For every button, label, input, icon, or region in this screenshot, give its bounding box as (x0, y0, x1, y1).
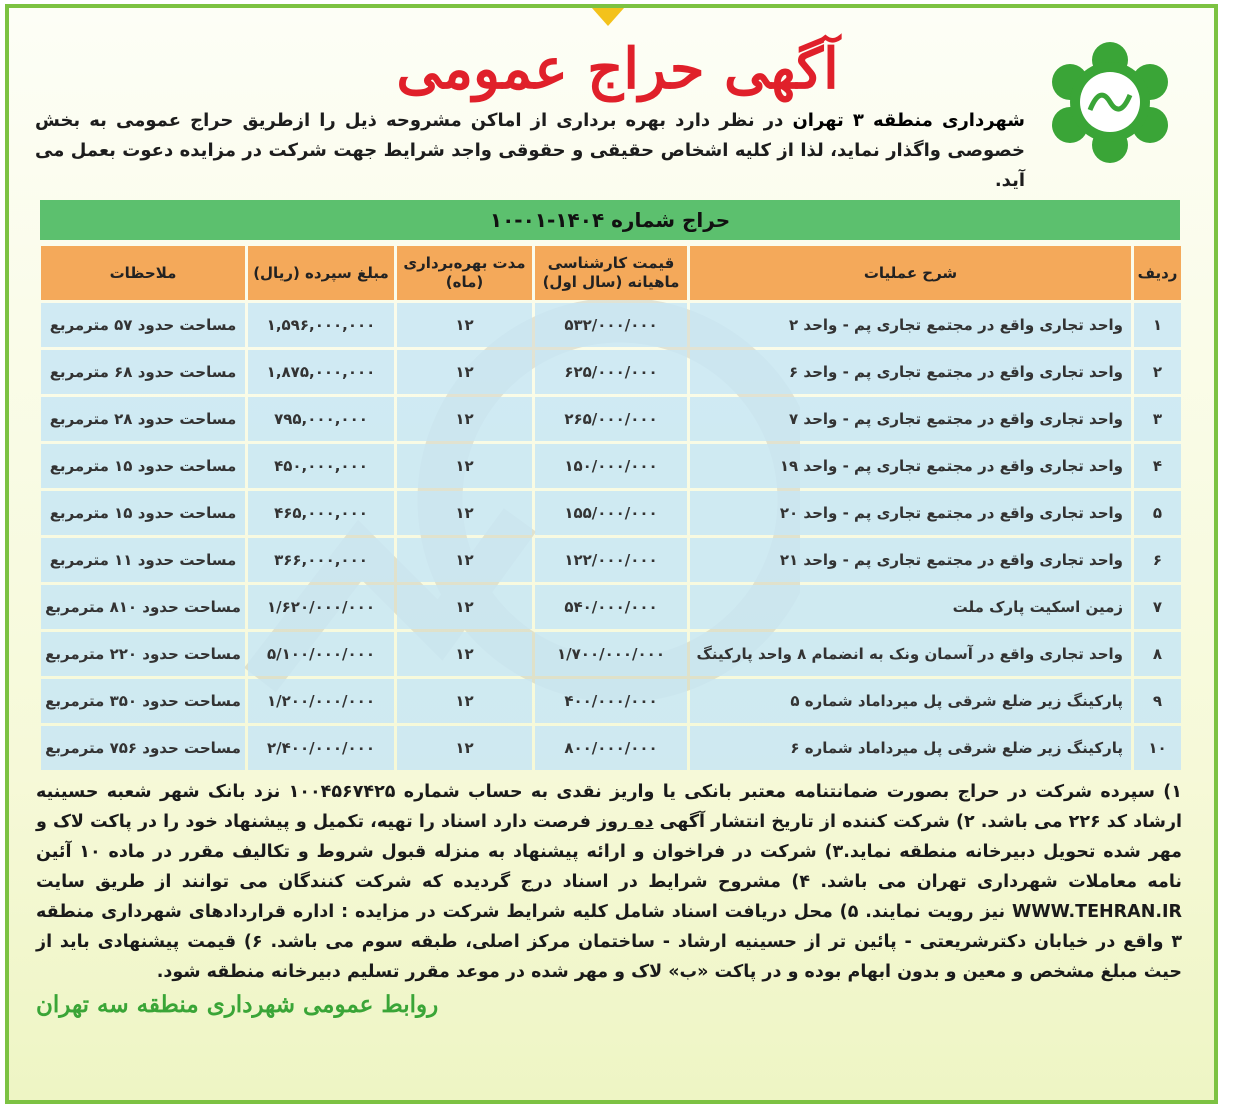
table-cell: مساحت حدود ۱۵ مترمربع (41, 444, 245, 488)
table-cell: ۳ (1134, 397, 1181, 441)
table-cell: مساحت حدود ۱۱ مترمربع (41, 538, 245, 582)
table-row (41, 538, 1181, 582)
table-cell: ۱۲ (397, 491, 532, 535)
table-cell: مساحت حدود ۸۱۰ مترمربع (41, 585, 245, 629)
table-cell: ۷۹۵,۰۰۰,۰۰۰ (248, 397, 394, 441)
table-cell: ۵۳۲/۰۰۰/۰۰۰ (535, 303, 687, 347)
table-cell: مساحت حدود ۲۲۰ مترمربع (41, 632, 245, 676)
table-cell: مساحت حدود ۶۸ مترمربع (41, 350, 245, 394)
table-row (41, 444, 1181, 488)
table-cell: زمین اسکیت پارک ملت (690, 585, 1131, 629)
signature: روابط عمومی شهرداری منطقه سه تهران (36, 991, 439, 1018)
table-cell: مساحت حدود ۵۷ مترمربع (41, 303, 245, 347)
table-row (41, 303, 1181, 347)
table-cell: ۵۴۰/۰۰۰/۰۰۰ (535, 585, 687, 629)
table-cell: ۸ (1134, 632, 1181, 676)
table-cell: ۹ (1134, 679, 1181, 723)
column-header: مبلغ سپرده (ریال) (248, 246, 394, 300)
intro-paragraph (35, 106, 1025, 196)
conditions-part2: فرصت دارد اسناد را تهیه، تکمیل و پیشنهاد خود را در پاکت لاک و مهر شده تحویل دبیرخانه منطقه نماید.۳) شرکت در فراخوان و ارائه پیشنهاد به منزله قبول شروط و تکالیف مقرر در ماده ۱۰ آئین نامه معاملات شهرداری تهران می باشد. ۴) مشروح شرایط در اسناد درج گردیده که شرکت کنندگان می توانند از طریق سایت WWW.TEHRAN.IR نیز رویت نمایند. ۵) محل دریافت اسناد شامل کلیه شرایط شرکت در مزایده : اداره قراردادهای شهرداری منطقه ۳ واقع در خیابان دکترشریعتی - پائین تر از حسینیه ارشاد - ساختمان مرکز اصلی، طبقه سوم می باشد. ۶) قیمت پیشنهادی باید از حیث مبلغ مشخص و معین و بدون ابهام بوده و در پاکت «ب» لاک و مهر شده در موعد مقرر تسلیم دبیرخانه منطقه شود. (36, 812, 1182, 982)
table-cell: ۱۲ (397, 585, 532, 629)
table-row (41, 679, 1181, 723)
table-cell: ۲/۴۰۰/۰۰۰/۰۰۰ (248, 726, 394, 770)
table-cell: ۱۲ (397, 726, 532, 770)
table-cell: مساحت حدود ۷۵۶ مترمربع (41, 726, 245, 770)
table-cell: ۱,۵۹۶,۰۰۰,۰۰۰ (248, 303, 394, 347)
table-row (41, 726, 1181, 770)
table-row (41, 491, 1181, 535)
table-cell: واحد تجاری واقع در مجتمع تجاری پم - واحد ۲ (690, 303, 1131, 347)
table-cell: ۵/۱۰۰/۰۰۰/۰۰۰ (248, 632, 394, 676)
column-header: ملاحظات (41, 246, 245, 300)
table-row (41, 350, 1181, 394)
table-cell: واحد تجاری واقع در آسمان ونک به انضمام ۸ واحد پارکینگ (690, 632, 1131, 676)
table-cell: ۱۲ (397, 303, 532, 347)
conditions-part1: ۱) سپرده شرکت در حراج بصورت ضمانتنامه معتبر بانکی یا واریز نقدی به حساب شماره ۱۰۰۴۵۶۷۴۲۵ نزد بانک شهر شعبه حسینیه ارشاد کد ۲۲۶ می باشد. ۲) شرکت کننده از تاریخ انتشار آگهی (36, 782, 1183, 832)
table-cell: ۱۲ (397, 538, 532, 582)
table-row (41, 585, 1181, 629)
table-cell: ۴۶۵,۰۰۰,۰۰۰ (248, 491, 394, 535)
table-cell: ۴۵۰,۰۰۰,۰۰۰ (248, 444, 394, 488)
table-row (41, 632, 1181, 676)
table-cell: واحد تجاری واقع در مجتمع تجاری پم - واحد ۱۹ (690, 444, 1131, 488)
table-cell: ۵ (1134, 491, 1181, 535)
notch-decoration (592, 8, 624, 26)
conditions-text (36, 777, 1182, 987)
intro-text: در نظر دارد بهره برداری از اماکن مشروحه ذیل را ازطریق حراج عمومی به بخش خصوصی واگذار نماید، لذا از کلیه اشخاص حقیقی و حقوقی واجد شرایط جهت شرکت در مزایده دعوت بعمل می آید. (35, 110, 1025, 191)
table-cell: ۱۵۵/۰۰۰/۰۰۰ (535, 491, 687, 535)
column-header: مدت بهره‌برداری (ماه) (397, 246, 532, 300)
auction-table (38, 243, 1184, 773)
intro-bold: شهرداری منطقه ۳ تهران (792, 110, 1025, 131)
table-cell: ۴۰۰/۰۰۰/۰۰۰ (535, 679, 687, 723)
content-flow (36, 243, 1184, 1021)
table-cell: ۲۶۵/۰۰۰/۰۰۰ (535, 397, 687, 441)
table-row (41, 397, 1181, 441)
table-cell: ۸۰۰/۰۰۰/۰۰۰ (535, 726, 687, 770)
table-cell: ۱/۲۰۰/۰۰۰/۰۰۰ (248, 679, 394, 723)
table-cell: ۱/۷۰۰/۰۰۰/۰۰۰ (535, 632, 687, 676)
table-cell: ۲ (1134, 350, 1181, 394)
table-cell: ۱/۶۲۰/۰۰۰/۰۰۰ (248, 585, 394, 629)
table-cell: واحد تجاری واقع در مجتمع تجاری پم - واحد ۲۱ (690, 538, 1131, 582)
table-cell: پارکینگ زیر ضلع شرقی پل میرداماد شماره ۵ (690, 679, 1131, 723)
column-header: قیمت کارشناسی ماهیانه (سال اول) (535, 246, 687, 300)
table-cell: مساحت حدود ۲۸ مترمربع (41, 397, 245, 441)
table-cell: مساحت حدود ۳۵۰ مترمربع (41, 679, 245, 723)
table-cell: ۱۲ (397, 397, 532, 441)
table-cell: ۱۲ (397, 350, 532, 394)
table-cell: ۳۶۶,۰۰۰,۰۰۰ (248, 538, 394, 582)
auction-number-bar: حراج شماره ۱۴۰۴-۰۱-۱۰ (40, 200, 1180, 240)
table-cell: ۱۰ (1134, 726, 1181, 770)
table-cell: ۶۲۵/۰۰۰/۰۰۰ (535, 350, 687, 394)
conditions-deadline: ده روز (597, 812, 654, 832)
table-cell: ۱۲ (397, 632, 532, 676)
table-cell: واحد تجاری واقع در مجتمع تجاری پم - واحد ۷ (690, 397, 1131, 441)
column-header: شرح عملیات (690, 246, 1131, 300)
table-cell: ۱ (1134, 303, 1181, 347)
table-cell: ۱۲ (397, 444, 532, 488)
table-cell: ۱۲ (397, 679, 532, 723)
table-cell: ۱۲۲/۰۰۰/۰۰۰ (535, 538, 687, 582)
table-cell: پارکینگ زیر ضلع شرقی پل میرداماد شماره ۶ (690, 726, 1131, 770)
column-header: ردیف (1134, 246, 1181, 300)
table-cell: ۴ (1134, 444, 1181, 488)
table-cell: ۱,۸۷۵,۰۰۰,۰۰۰ (248, 350, 394, 394)
tehran-municipality-logo (1045, 40, 1175, 165)
table-cell: ۶ (1134, 538, 1181, 582)
ad-title: آگهی حراج عمومی (396, 36, 839, 102)
table-cell: مساحت حدود ۱۵ مترمربع (41, 491, 245, 535)
table-cell: ۱۵۰/۰۰۰/۰۰۰ (535, 444, 687, 488)
table-cell: واحد تجاری واقع در مجتمع تجاری پم - واحد ۶ (690, 350, 1131, 394)
table-cell: واحد تجاری واقع در مجتمع تجاری پم - واحد ۲۰ (690, 491, 1131, 535)
table-cell: ۷ (1134, 585, 1181, 629)
